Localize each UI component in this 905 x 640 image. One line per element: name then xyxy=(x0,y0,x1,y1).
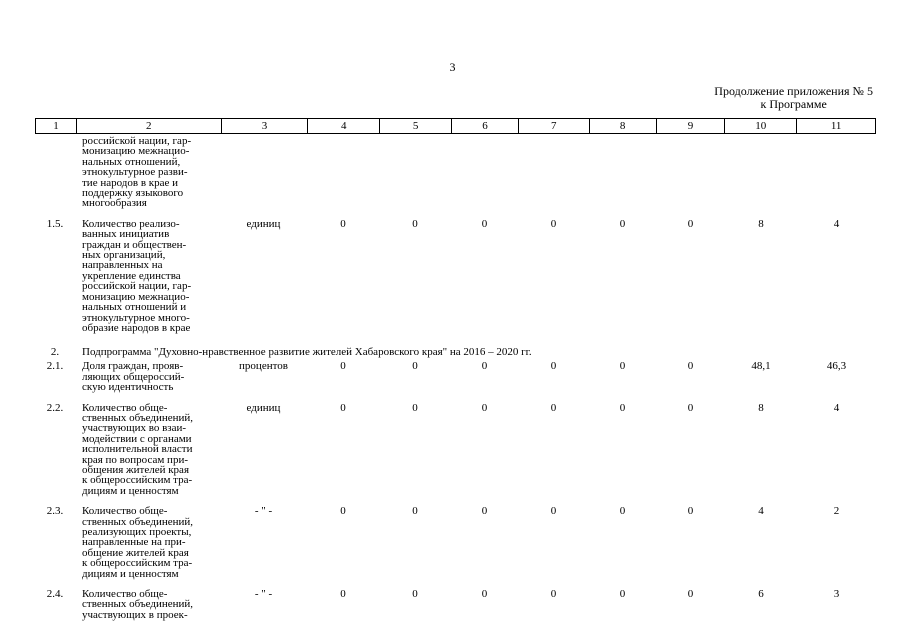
value-col-7: 0 xyxy=(550,217,557,230)
value-col-9: 0 xyxy=(687,360,694,373)
value-col-6: 0 xyxy=(481,401,488,414)
unit-of-measure: единиц xyxy=(246,217,281,230)
table-row xyxy=(35,361,876,392)
subprogram-row xyxy=(35,347,876,358)
unit-of-measure: единиц xyxy=(246,401,281,414)
indicator-name: Количество реализо- ванных инициатив граждан и обществен- ных организаций, направленных на укрепление единства российской нации, гар- монизацию межнацио- нальных отношений и этнокультурное много- образие народов в крае xyxy=(82,217,192,334)
value-col-9: 0 xyxy=(687,217,694,230)
value-col-4: 0 xyxy=(340,401,346,414)
subprogram-number: 2. xyxy=(50,346,60,359)
header-col-6: 6 xyxy=(451,119,518,133)
row-number: 2.4. xyxy=(46,588,64,601)
table-row xyxy=(35,506,876,579)
value-col-8: 0 xyxy=(619,217,626,230)
table-body xyxy=(35,136,876,630)
appendix-caption xyxy=(714,85,873,111)
header-col-5: 5 xyxy=(379,119,451,133)
value-col-8: 0 xyxy=(619,401,626,414)
value-col-9: 0 xyxy=(687,588,694,601)
value-col-9: 0 xyxy=(687,401,694,414)
value-col-4: 0 xyxy=(340,217,346,230)
table-row xyxy=(35,136,876,209)
header-col-8: 8 xyxy=(589,119,656,133)
value-col-10: 8 xyxy=(758,401,764,414)
value-col-5: 0 xyxy=(412,360,418,373)
value-col-11: 4 xyxy=(833,401,840,414)
row-number: 1.5. xyxy=(46,217,64,230)
value-col-8: 0 xyxy=(619,360,626,373)
value-col-6: 0 xyxy=(481,360,488,373)
value-col-10: 4 xyxy=(758,505,764,518)
value-col-10: 48,1 xyxy=(751,360,771,373)
indicator-name: российской нации, гар- монизацию межнацио- нальных отношений, этнокультурное разви- тие народов в крае и поддержку языкового многообразия xyxy=(82,135,192,210)
value-col-11: 4 xyxy=(833,217,840,230)
page-number: 3 xyxy=(449,60,456,74)
header-col-3: 3 xyxy=(221,119,308,133)
row-number: 2.2. xyxy=(46,401,64,414)
value-col-7: 0 xyxy=(550,360,557,373)
value-col-11: 46,3 xyxy=(826,360,847,373)
value-col-6: 0 xyxy=(481,505,488,518)
unit-of-measure: процентов xyxy=(239,360,288,373)
header-col-10: 10 xyxy=(724,119,796,133)
appendix-line-1: Продолжение приложения № 5 xyxy=(714,84,873,98)
header-col-4: 4 xyxy=(307,119,379,133)
value-col-10: 8 xyxy=(758,217,764,230)
indicator-name: Количество обще- ственных объединений, участвующих во взаи- модействии с органами исполнительной власти края по вопросам при- общения жителей края к общероссийским тра- дициям и ценностям xyxy=(82,401,194,497)
value-col-4: 0 xyxy=(340,360,346,373)
value-col-11: 3 xyxy=(833,588,840,601)
header-col-1: 1 xyxy=(53,120,59,132)
value-col-8: 0 xyxy=(619,588,626,601)
value-col-7: 0 xyxy=(550,588,557,601)
header-col-7: 7 xyxy=(518,119,589,133)
value-col-4: 0 xyxy=(340,588,346,601)
header-col-2: 2 xyxy=(76,119,221,133)
appendix-line-2: к Программе xyxy=(760,97,827,111)
value-col-7: 0 xyxy=(550,401,557,414)
table-row xyxy=(35,589,876,620)
indicator-name: Доля граждан, прояв- ляющих общероссий- скую идентичность xyxy=(82,360,185,394)
unit-of-measure: - " - xyxy=(254,505,273,518)
value-col-7: 0 xyxy=(550,505,557,518)
value-col-6: 0 xyxy=(481,588,488,601)
subprogram-title: Подпрограмма "Духовно-нравственное развитие жителей Хабаровского края" на 2016 – 2020 гг. xyxy=(82,346,532,359)
header-col-11: 11 xyxy=(796,119,875,133)
value-col-4: 0 xyxy=(340,505,346,518)
value-col-5: 0 xyxy=(412,217,418,230)
indicator-name: Количество обще- ственных объединений, участвующих в проек- xyxy=(82,588,194,621)
value-col-5: 0 xyxy=(412,588,418,601)
unit-of-measure: - " - xyxy=(254,588,273,601)
row-number: 2.3. xyxy=(46,505,64,518)
value-col-10: 6 xyxy=(758,588,764,601)
value-col-9: 0 xyxy=(687,505,694,518)
value-col-6: 0 xyxy=(481,217,488,230)
table-header xyxy=(35,118,876,134)
value-col-5: 0 xyxy=(412,505,418,518)
indicator-name: Количество обще- ственных объединений, реализующих проекты, направленные на при- общение жителей края к общероссийским тра- дициям и ценностям xyxy=(82,505,194,580)
header-col-9: 9 xyxy=(656,119,725,133)
table-row xyxy=(35,403,876,497)
row-number: 2.1. xyxy=(46,360,64,373)
value-col-11: 2 xyxy=(833,505,840,518)
value-col-5: 0 xyxy=(412,401,418,414)
table-row xyxy=(35,219,876,333)
value-col-8: 0 xyxy=(619,505,626,518)
